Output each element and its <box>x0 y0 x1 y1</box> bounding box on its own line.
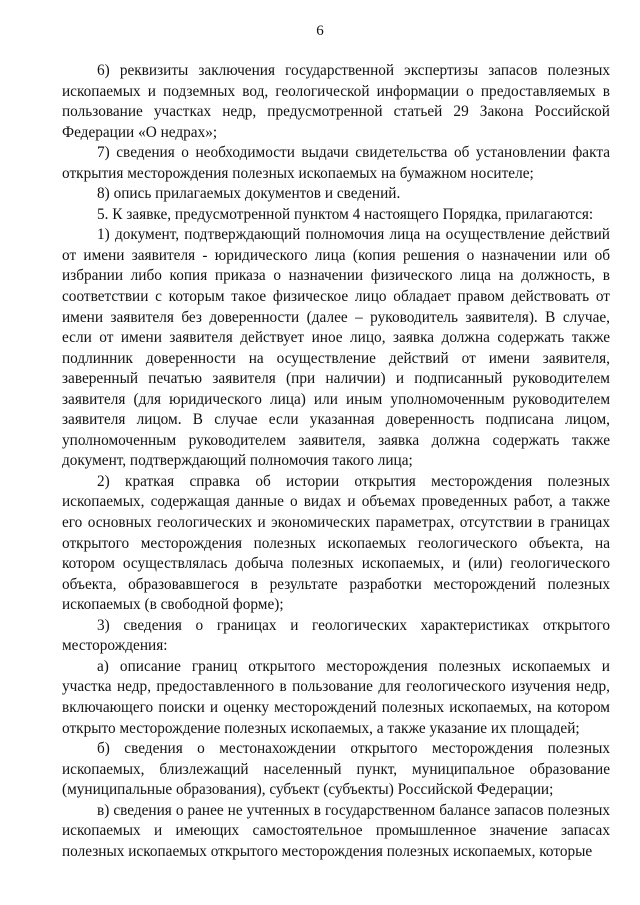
paragraph-item-7: 7) сведения о необходимости выдачи свидетельства об установлении факта открытия месторождения полезных ископаемых на бумажном носителе; <box>62 144 610 182</box>
page-number: 6 <box>316 23 324 39</box>
paragraph-item-3: 3) сведения о границах и геологических характеристиках открытого месторождения: <box>62 616 610 655</box>
paragraph-section-5: 5. К заявке, предусмотренной пунктом 4 настоящего Порядка, прилагаются: <box>97 205 594 223</box>
document-body <box>62 61 610 862</box>
paragraph-subitem-v: в) сведения о ранее не учтенных в государственном балансе запасов полезных ископаемых и имеющих самостоятельное промышленное значение запасах полезных ископаемых открытого месторождения полезных ископаемых, которые <box>62 801 610 860</box>
paragraph-item-1: 1) документ, подтверждающий полномочия лица на осуществление действий от имени заявителя - юридического лица (копия решения о назначении или об избрании либо копия приказа о назначении физического лица на должность, в соответствии с которым такое физическое лицо обладает правом действовать от имени заявителя без доверенности (далее – руководитель заявителя). В случае, если от имени заявителя действует иное лицо, заявка должна содержать также подлинник доверенности на осуществление действий от имени заявителя, заверенный печатью заявителя (при наличии) и подписанный руководителем заявителя (для юридического лица) или иным уполномоченным руководителем заявителя лицом. В случае если указанная доверенность подписана лицом, уполномоченным руководителем заявителя, заявка должна содержать также документ, подтверждающий полномочия такого лица; <box>62 226 610 470</box>
paragraph-item-2: 2) краткая справка об истории открытия месторождения полезных ископаемых, содержащая данные о видах и объемах проведенных работ, а также его основных геологических и экономических параметрах, отсутствии в границах открытого месторождения полезных ископаемых геологического объекта, на котором осуществлялась добыча полезных ископаемых, и (или) геологического объекта, образовавшегося в результате разработки месторождений полезных ископаемых (в свободной форме); <box>62 472 610 614</box>
paragraph-subitem-a: а) описание границ открытого месторождения полезных ископаемых и участка недр, предоставленного в пользование для геологического изучения недр, включающего поиски и оценку месторождений полезных ископаемых, на котором открыто месторождение полезных ископаемых, а также указание их площадей; <box>62 657 610 737</box>
paragraph-item-8: 8) опись прилагаемых документов и сведений. <box>97 185 401 203</box>
paragraph-item-6: 6) реквизиты заключения государственной экспертизы запасов полезных ископаемых и подземных вод, геологической информации о предоставляемых в пользование участках недр, предусмотренной статьей 29 Закона Российской Федерации «О недрах»; <box>62 62 610 141</box>
paragraph-subitem-b: б) сведения о местонахождении открытого месторождения полезных ископаемых, близлежащий населенный пункт, муниципальное образование (муниципальные образования), субъект (субъекты) Российской Федерации; <box>62 740 610 799</box>
